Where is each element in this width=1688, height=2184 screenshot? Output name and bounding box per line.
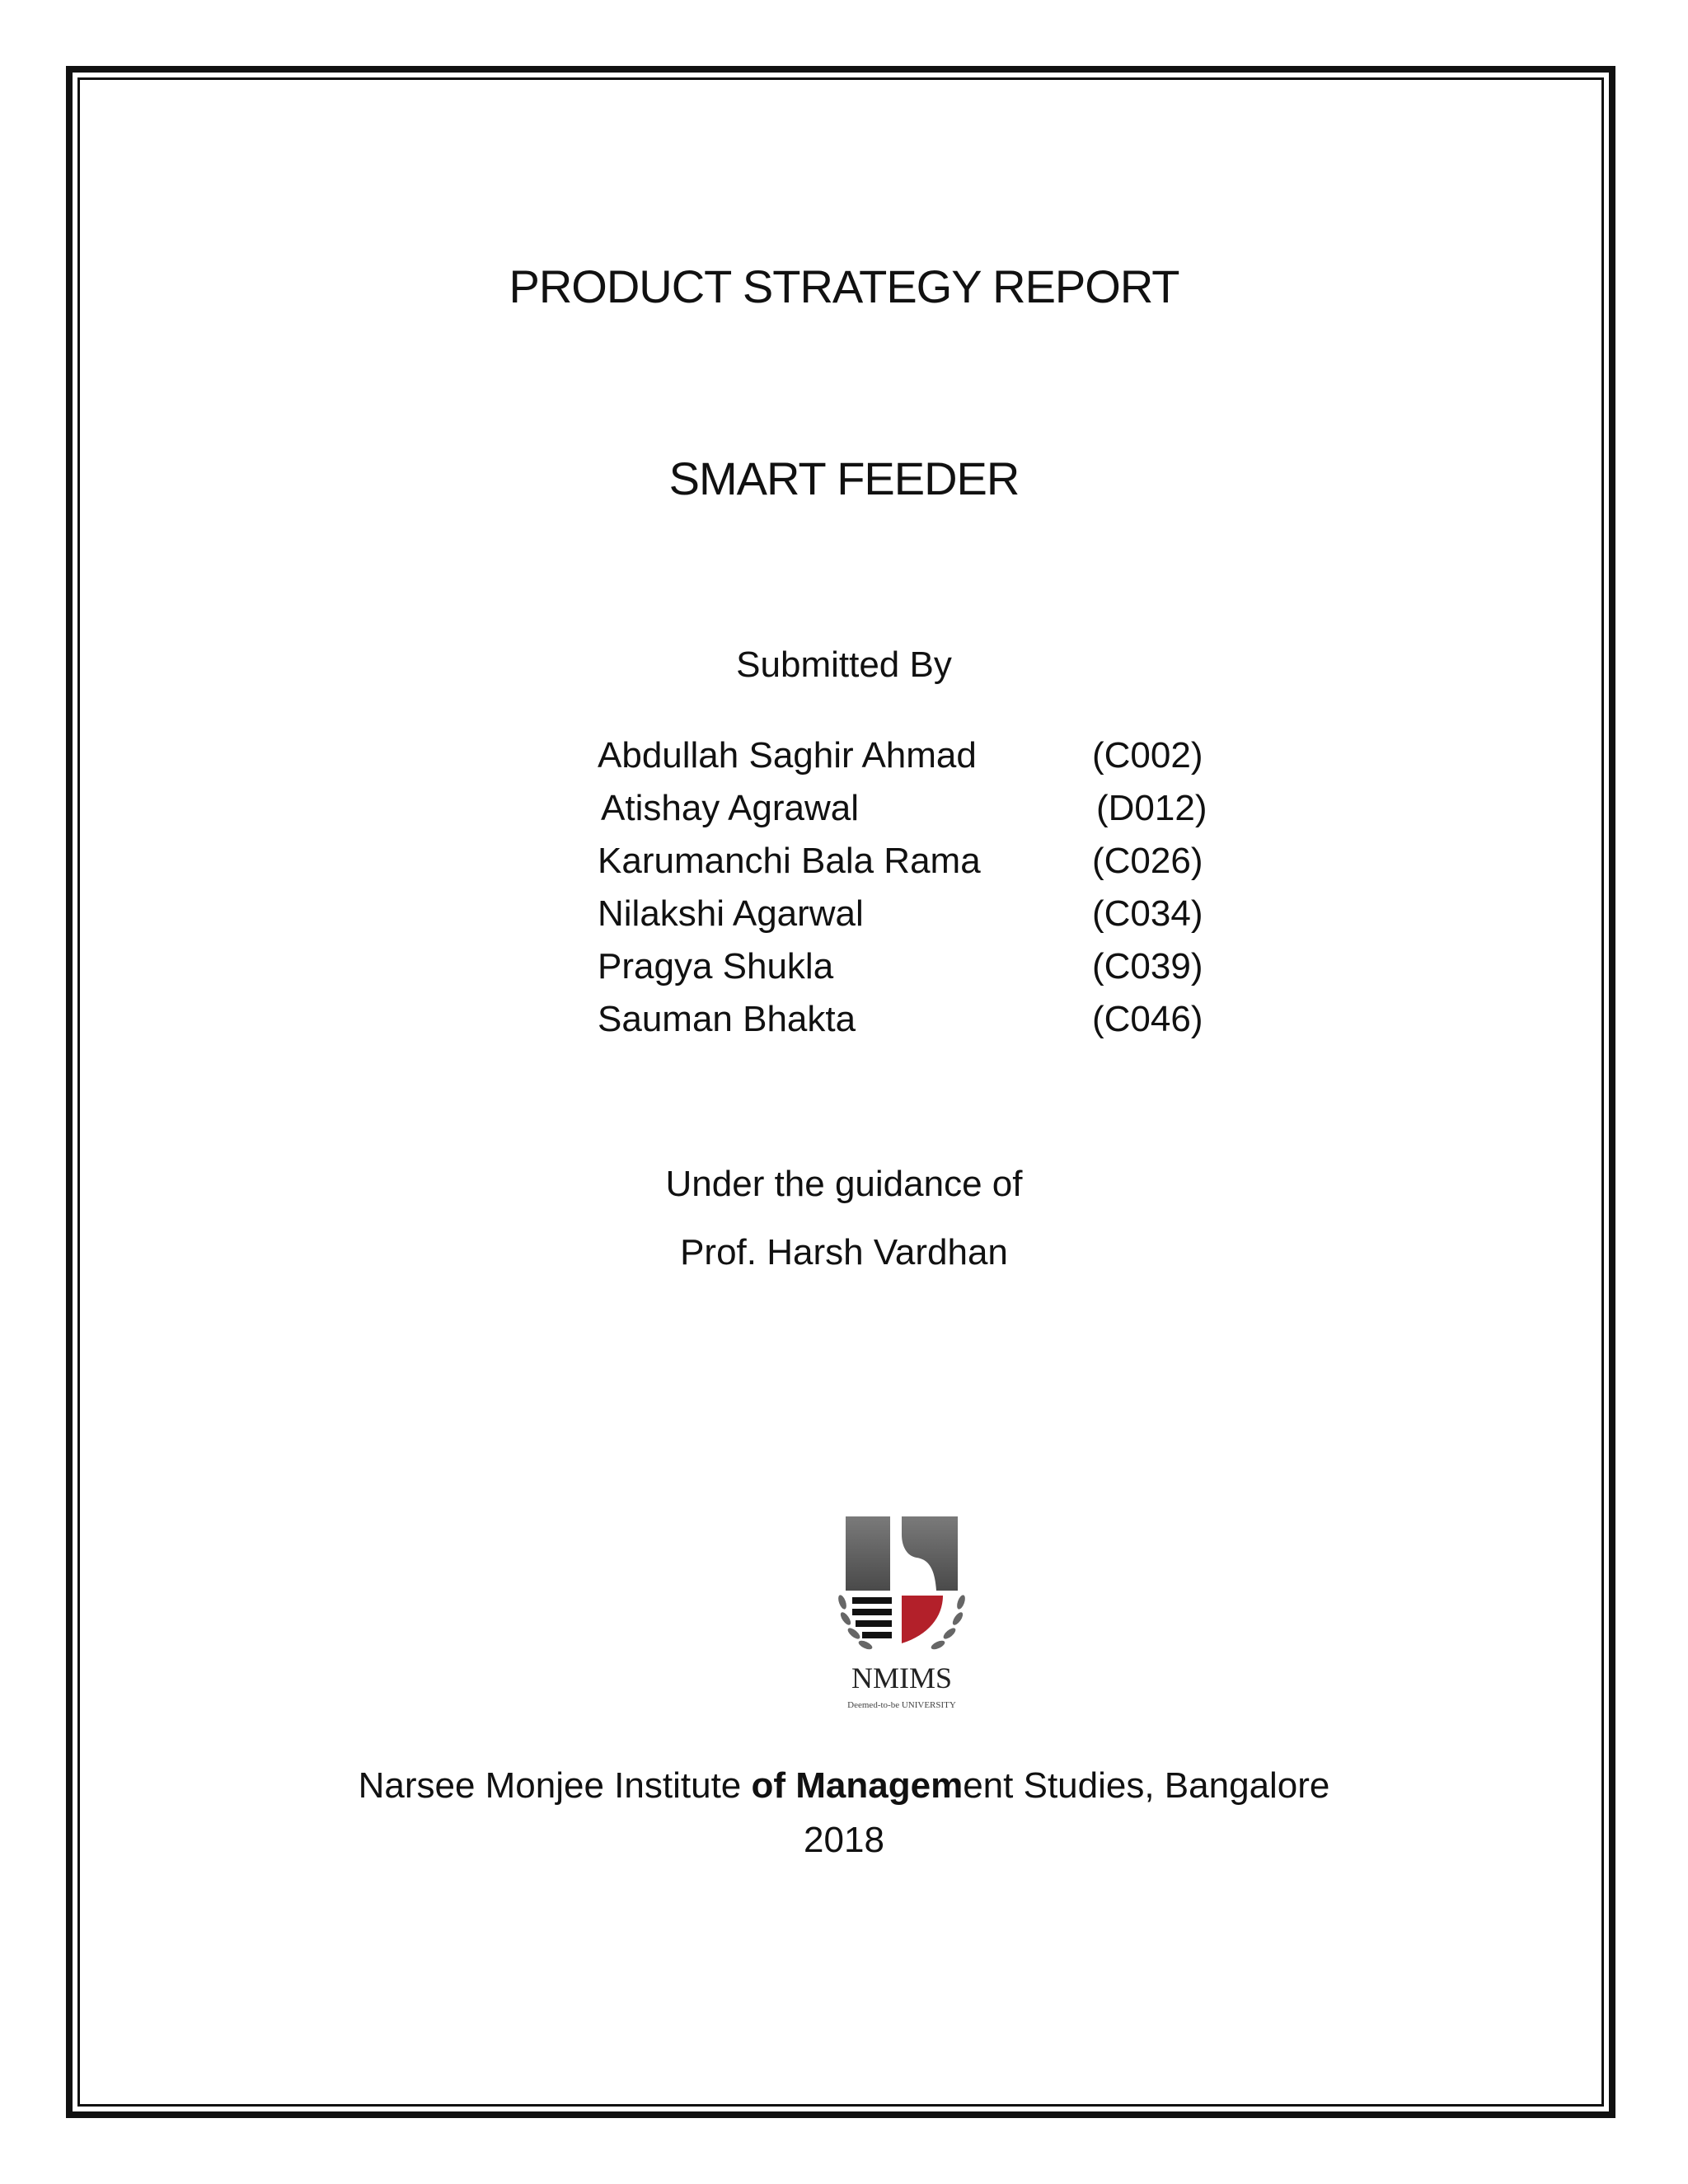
institute-name-part2: of Managem (751, 1765, 964, 1806)
member-id: (D012) (1096, 788, 1207, 828)
member-id: (C026) (1092, 841, 1203, 881)
institute-name-part3: ent Studies, Bangalore (963, 1765, 1330, 1806)
logo-red-block (902, 1596, 943, 1643)
institute-name (0, 1765, 1688, 1807)
member-name: Pragya Shukla (598, 946, 834, 987)
member-name: Atishay Agrawal (601, 788, 860, 828)
member-id: (C002) (1092, 735, 1203, 776)
member-id: (C046) (1092, 999, 1203, 1039)
logo-text: NMIMS (851, 1661, 953, 1694)
guide-name: Prof. Harsh Vardhan (680, 1232, 1008, 1272)
member-name: Sauman Bhakta (598, 999, 856, 1039)
logo-shield-right (902, 1516, 958, 1591)
logo-stripes (852, 1597, 892, 1638)
member-id: (C039) (1092, 946, 1203, 987)
logo-shield-left (846, 1516, 890, 1591)
member-name: Nilakshi Agarwal (598, 893, 864, 934)
guidance-label: Under the guidance of (665, 1164, 1023, 1204)
product-name: SMART FEEDER (668, 452, 1020, 504)
report-year: 2018 (804, 1820, 884, 1860)
institute-name-part1: Narsee Monjee Institute (358, 1765, 752, 1806)
member-name: Karumanchi Bala Rama (598, 841, 981, 881)
logo-subtext: Deemed-to-be UNIVERSITY (847, 1700, 956, 1710)
member-id: (C034) (1092, 893, 1203, 934)
member-name: Abdullah Saghir Ahmad (598, 735, 977, 776)
report-title: PRODUCT STRATEGY REPORT (509, 260, 1179, 312)
submitted-by-label: Submitted By (736, 644, 952, 685)
nmims-logo (837, 1510, 969, 1718)
